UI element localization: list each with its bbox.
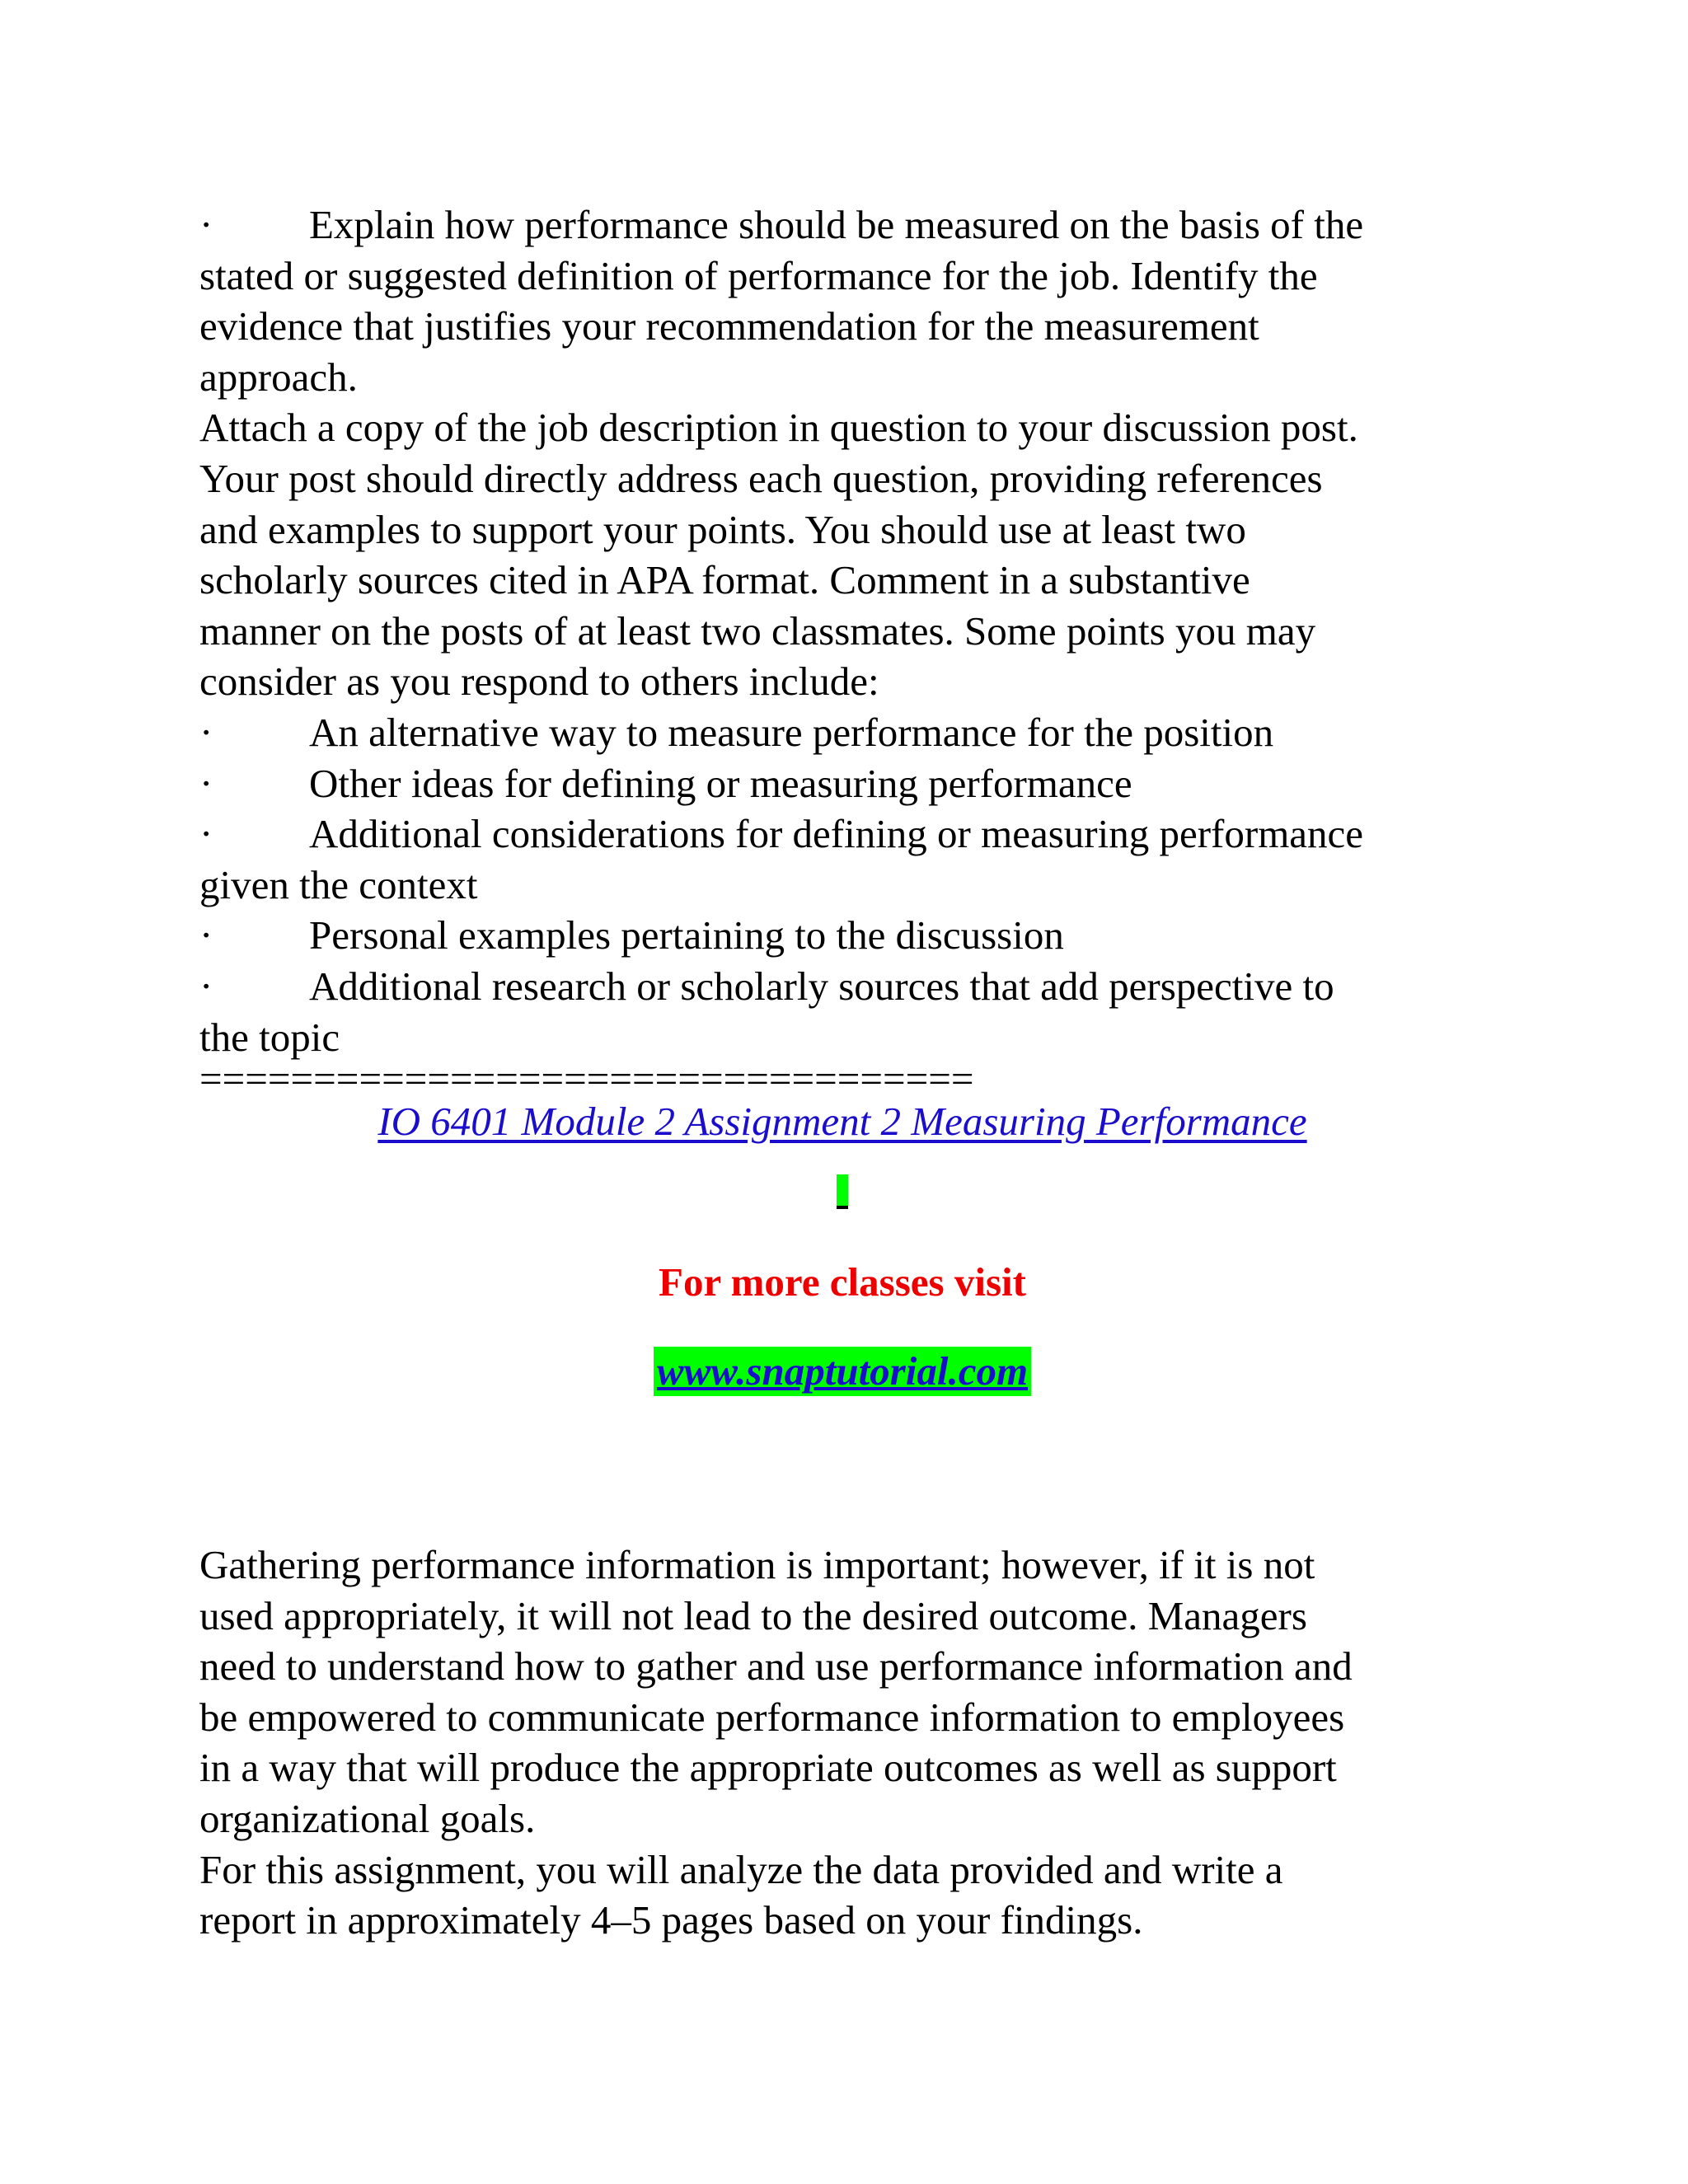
list-item (199, 910, 1502, 961)
bullet-glyph: · (199, 202, 213, 247)
body-paragraph-line: be empowered to communicate performance information to employees (199, 1694, 1345, 1740)
list-item-text: Additional considerations for defining or measuring performance (309, 811, 1364, 857)
bullet-glyph: · (199, 709, 213, 755)
bullet-glyph: · (199, 963, 213, 1009)
bullet-glyph: · (199, 912, 213, 958)
list-item-text: Additional research or scholarly sources that add perspective to (309, 963, 1334, 1009)
list-item-continuation: the topic (199, 1014, 340, 1060)
body-paragraph (199, 1540, 1502, 1844)
attach-paragraph-line: consider as you respond to others include: (199, 658, 879, 705)
assignment-paragraph-line: For this assignment, you will analyze the data provided and write a (199, 1846, 1283, 1892)
top-bullet-line: Explain how performance should be measured on the basis of the (309, 202, 1364, 247)
body-paragraph-line: in a way that will produce the appropriate outcomes as well as support (199, 1745, 1337, 1791)
body-paragraph-line: organizational goals. (199, 1796, 536, 1842)
list-item (199, 808, 1502, 860)
body-paragraph-line: need to understand how to gather and use performance information and (199, 1643, 1353, 1690)
green-highlight-mark (199, 1174, 1485, 1216)
top-bullet-line: approach. (199, 354, 358, 400)
attach-paragraph-line: scholarly sources cited in APA format. Comment in a substantive (199, 557, 1250, 603)
list-item-text: An alternative way to measure performance for the position (309, 709, 1274, 755)
list-item (199, 707, 1502, 758)
assignment-paragraph (199, 1844, 1502, 1946)
attach-paragraph-line: Attach a copy of the job description in question to your discussion post. (199, 405, 1358, 451)
site-link[interactable]: www.snaptutorial.com (654, 1347, 1031, 1396)
list-item-text: Other ideas for defining or measuring performance (309, 760, 1132, 806)
bullet-glyph: · (199, 760, 213, 806)
list-item (199, 961, 1502, 1012)
course-title (199, 1095, 1485, 1148)
attach-paragraph-line: Your post should directly address each question, providing references (199, 455, 1323, 501)
body-paragraph-line: used appropriately, it will not lead to the desired outcome. Managers (199, 1592, 1307, 1638)
attach-paragraph-line: manner on the posts of at least two classmates. Some points you may (199, 607, 1316, 654)
separator-rule: ================================== (199, 1056, 974, 1102)
attach-paragraph-line: and examples to support your points. You should use at least two (199, 506, 1246, 552)
highlight-marker-icon (837, 1174, 848, 1209)
list-item (199, 758, 1502, 809)
document-page (199, 199, 1502, 1946)
top-bullet-line: stated or suggested definition of performance for the job. Identify the (199, 252, 1318, 298)
bullet-glyph: · (199, 811, 213, 857)
top-bullet (199, 199, 1502, 402)
attach-paragraph (199, 402, 1502, 707)
top-bullet-line: evidence that justifies your recommendation for the measurement (199, 303, 1259, 349)
promo-text: For more classes visit (659, 1259, 1026, 1305)
list-item-continuation: given the context (199, 861, 478, 907)
course-title-link[interactable]: IO 6401 Module 2 Assignment 2 Measuring Performance (377, 1099, 1307, 1145)
assignment-paragraph-line: report in approximately 4–5 pages based on your findings. (199, 1897, 1143, 1943)
body-paragraph-line: Gathering performance information is important; however, if it is not (199, 1542, 1315, 1588)
site-link-row (199, 1345, 1485, 1398)
list-item-text: Personal examples pertaining to the discussion (309, 912, 1064, 958)
consider-bullet-list (199, 707, 1502, 1062)
